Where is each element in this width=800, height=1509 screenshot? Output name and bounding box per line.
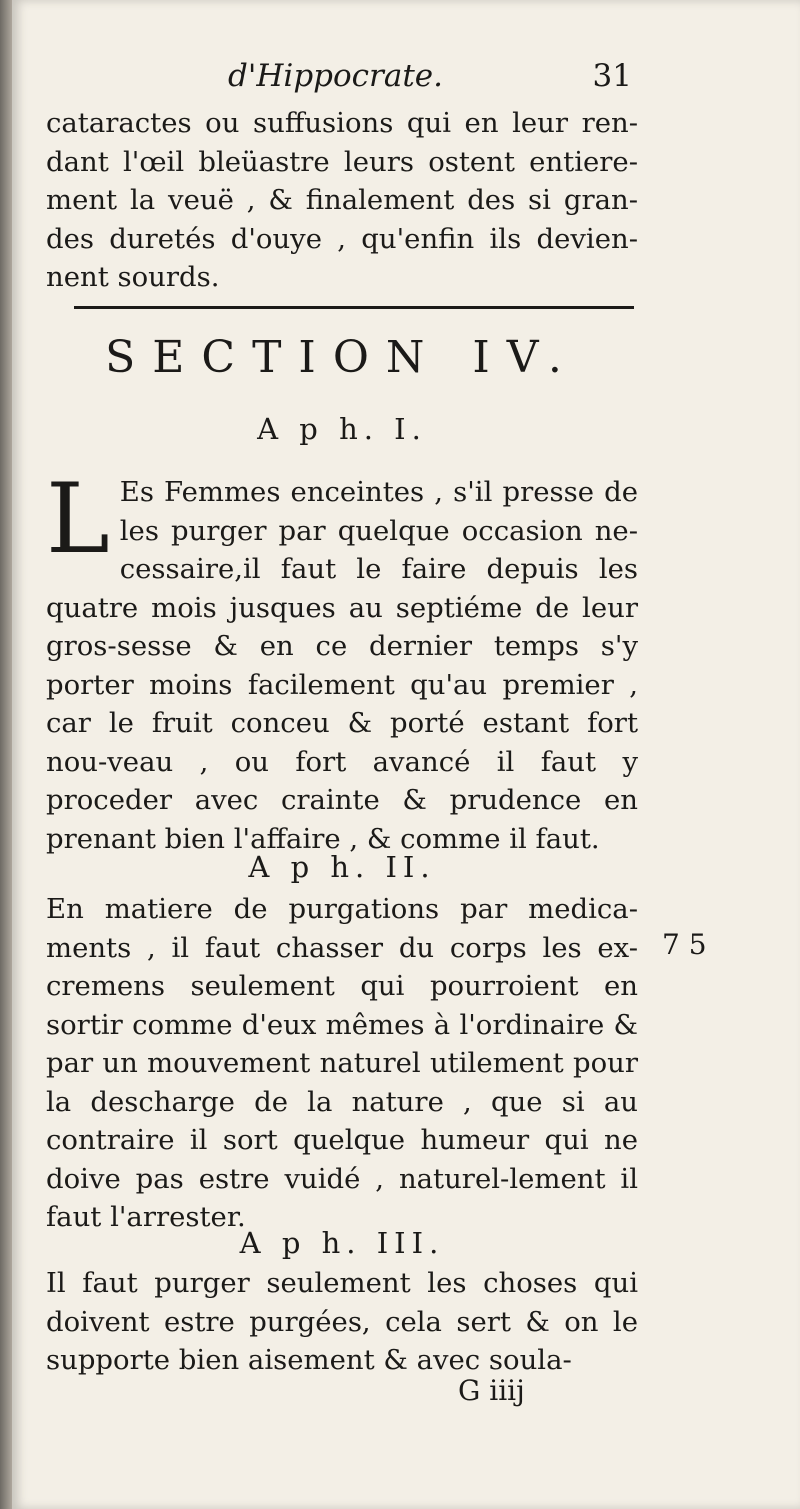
drop-cap: L <box>46 463 110 575</box>
page-number: 31 <box>592 58 632 94</box>
section-divider-rule <box>74 306 634 309</box>
section-title: SECTION IV. <box>105 332 579 383</box>
aphorism-heading: A p h. III. <box>239 1226 445 1260</box>
aphorism-text: Es Femmes enceintes , s'il presse de les purger par quelque occasion ne-cessaire,il faut le faire depuis les quatre mois jusques au septiéme de leur gros-sesse & en ce dernier temps s'y porter moins facilement qu'au premier , car le fruit conceu & porté estant fort nou-veau , ou fort avancé il faut y proceder avec crainte & prudence en prenant bien l'affaire , & comme il faut. <box>46 476 638 855</box>
intro-paragraph: cataractes ou suffusions qui en leur ren-dant l'œil bleüastre leurs ostent entiere-ment la veuë , & finalement des si gran-des duretés d'ouye , qu'enfin ils devien-nent sourds. <box>46 107 638 293</box>
aphorism-heading: A p h. I. <box>257 412 427 446</box>
margin-note: 7 5 <box>662 928 707 961</box>
aphorism-heading: A p h. II. <box>248 850 436 884</box>
running-head <box>46 58 638 98</box>
aphorism-paragraph: En matiere de purgations par medica-ments , il faut chasser du corps les ex-cremens seulement qui pourroient en sortir comme d'eux mêmes à l'ordinaire & par un mouvement naturel utilement pour la descharge de la nature , que si au contraire il sort quelque humeur qui ne doive pas estre vuidé , naturel-lement il faut l'arrester. <box>46 893 638 1233</box>
book-page <box>12 0 800 1509</box>
signature-mark: G iiij <box>458 1374 525 1407</box>
aphorism-paragraph <box>46 463 638 858</box>
running-title: d'Hippocrate. <box>228 58 443 94</box>
aphorism-paragraph: Il faut purger seulement les choses qui doivent estre purgées, cela sert & on le supporte bien aisement & avec soula- <box>46 1267 638 1376</box>
